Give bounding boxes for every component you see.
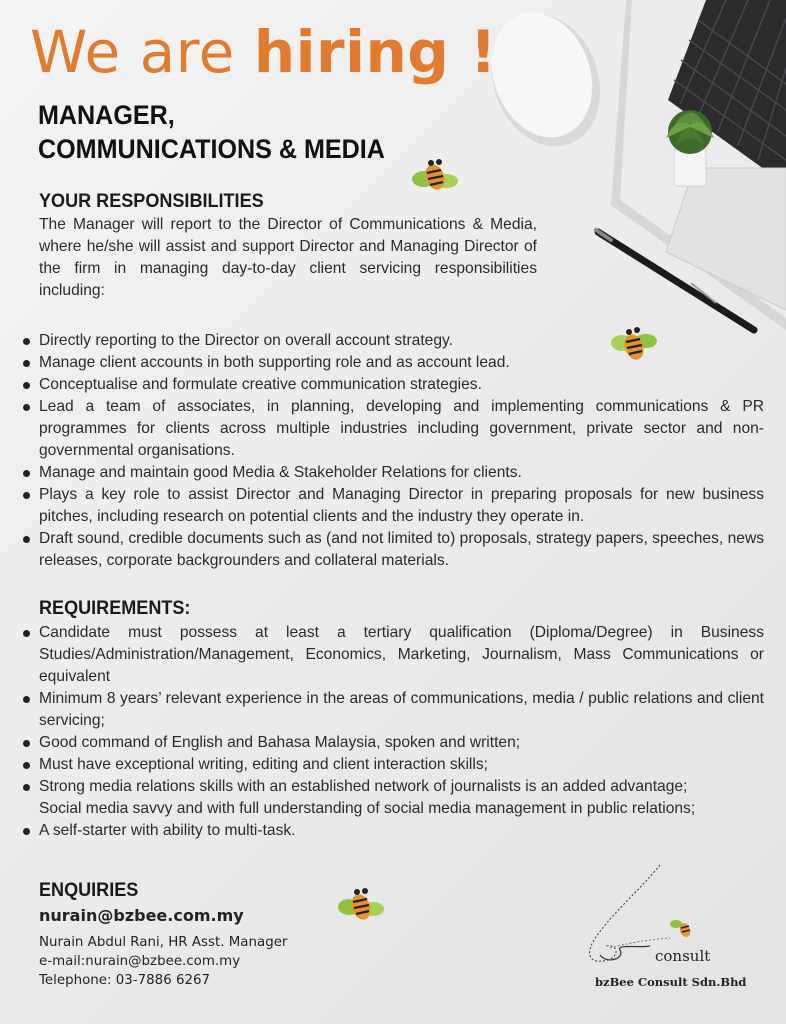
job-title-line1: MANAGER, [38, 100, 175, 130]
list-item: Must have exceptional writing, editing and client interaction skills; [22, 754, 764, 776]
headline-emphasis: hiring ! [253, 18, 497, 86]
list-item: Directly reporting to the Director on overall account strategy. [22, 330, 764, 352]
list-item: A self-starter with ability to multi-task. [22, 820, 764, 842]
bee-icon [410, 157, 458, 195]
list-item: Plays a key role to assist Director and Managing Director in preparing proposals for new business pitches, including research on potential clients and the industry they operate in. [22, 484, 764, 528]
contact-name: Nurain Abdul Rani, HR Asst. Manager [39, 935, 288, 950]
contact-email[interactable]: e-mail:nurain@bzbee.com.my [39, 954, 241, 969]
signature-logo [580, 860, 740, 990]
list-item: Conceptualise and formulate creative communication strategies. [22, 374, 764, 396]
headline-prefix: We are [30, 18, 254, 86]
list-item: Manage client accounts in both supporting role and as account lead. [22, 352, 764, 374]
list-item: Draft sound, credible documents such as (and not limited to) proposals, strategy papers, speeches, news releases, corporate backgrounders and collateral materials. [22, 528, 764, 572]
enquiries-email[interactable]: nurain@bzbee.com.my [39, 906, 244, 925]
logo-word: consult [655, 947, 711, 965]
headline [30, 18, 497, 86]
responsibilities-heading: YOUR RESPONSIBILITIES [39, 191, 264, 212]
contact-telephone: Telephone: 03-7886 6267 [39, 973, 211, 988]
list-item: Good command of English and Bahasa Malaysia, spoken and written; [22, 732, 764, 754]
requirements-heading: REQUIREMENTS: [39, 598, 191, 619]
job-title-line2: COMMUNICATIONS & MEDIA [38, 134, 385, 164]
responsibilities-intro: The Manager will report to the Director of Communications & Media, where he/she will assist and support Director and Managing Director of the firm in managing day-to-day client servicing responsibilities including: [39, 216, 537, 299]
list-item: Manage and maintain good Media & Stakeholder Relations for clients. [22, 462, 764, 484]
list-item: Lead a team of associates, in planning, developing and implementing communications & PR programmes for clients across multiple industries including government, private sector and non-governmental organisations. [22, 396, 764, 462]
list-item: Candidate must possess at least a tertiary qualification (Diploma/Degree) in Business Studies/Administration/Management, Economics, Marketing, Journalism, Mass Communications or equivalent [22, 622, 764, 688]
job-title [38, 98, 385, 166]
responsibilities-list [22, 330, 764, 572]
list-item-continuation: Social media savvy and with full understanding of social media management in public relations; [39, 800, 696, 817]
list-item: Minimum 8 years’ relevant experience in the areas of communications, media / public relations and client servicing; [22, 688, 764, 732]
bee-icon [670, 920, 692, 938]
enquiries-heading: ENQUIRIES [39, 880, 139, 901]
list-item: Strong media relations skills with an established network of journalists is an added advantage; [22, 776, 764, 798]
requirements-list [22, 622, 764, 842]
company-name: bzBee Consult Sdn.Bhd [595, 975, 747, 989]
bee-icon [337, 885, 385, 927]
